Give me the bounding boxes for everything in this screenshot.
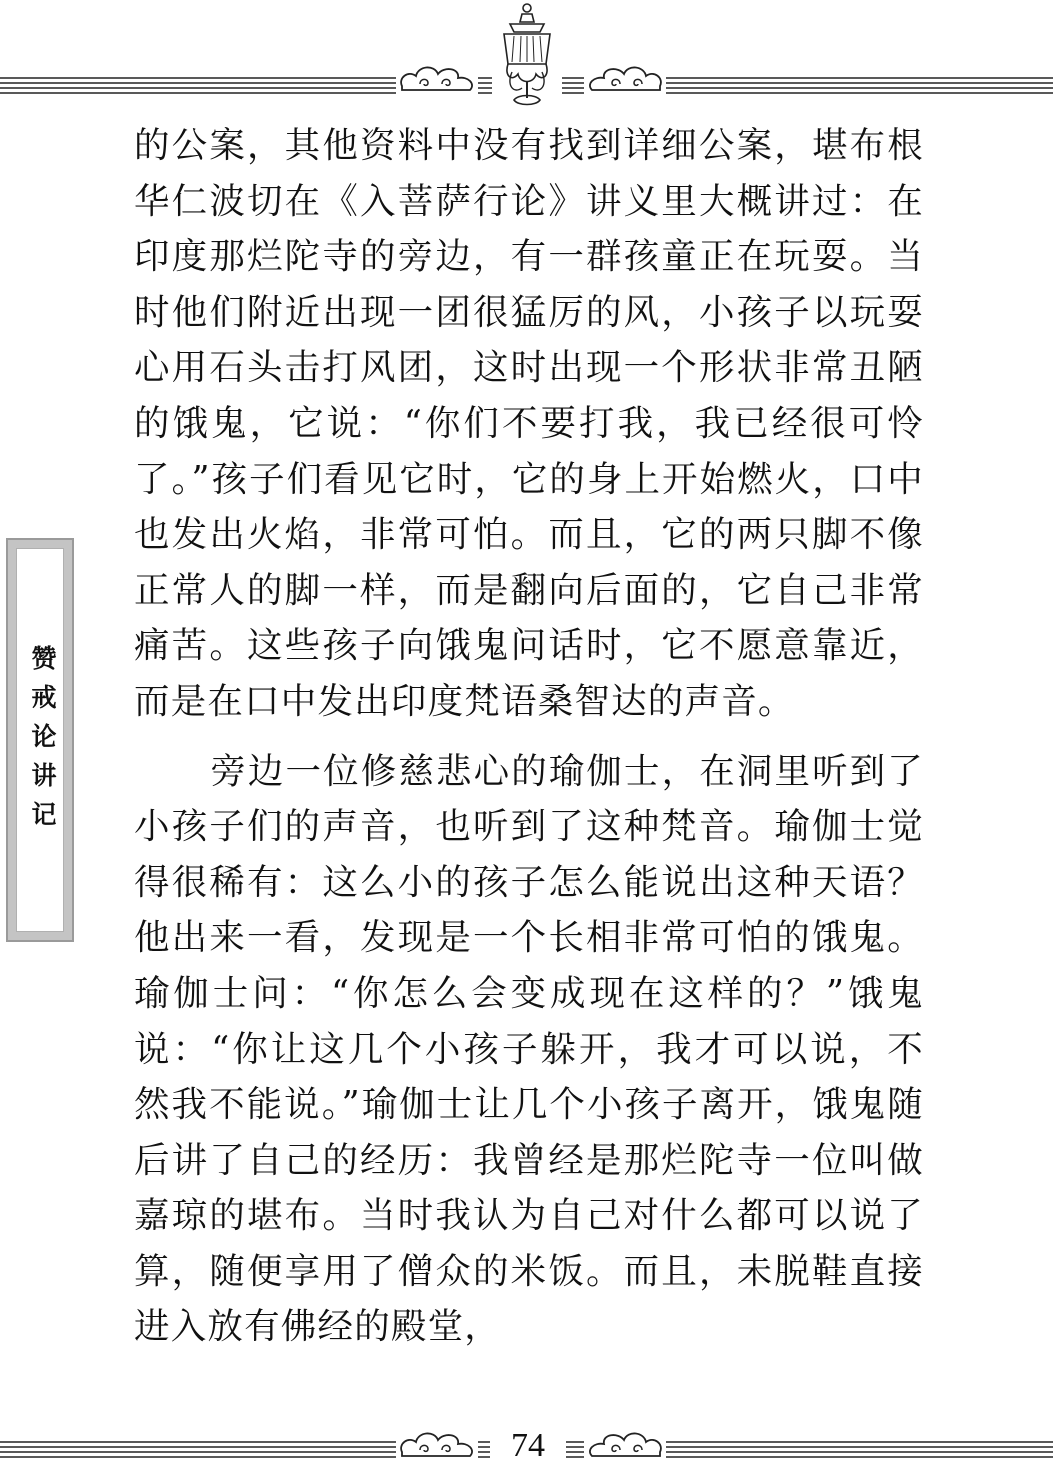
body-text [134, 118, 924, 1355]
cloud-ornament-left-icon [396, 62, 478, 96]
footer-cloud-right-icon [584, 1428, 666, 1462]
victory-banner-icon [492, 2, 562, 110]
cloud-ornament-right-icon [584, 62, 666, 96]
book-title-vertical: 赞戒论讲记 [28, 645, 57, 840]
page-number: 74 [490, 1426, 566, 1466]
paragraph-1: 的公案，其他资料中没有找到详细公案，堪布根华仁波切在《入菩萨行论》讲义里大概讲过：在印度那烂陀寺的旁边，有一群孩童正在玩耍。当时他们附近出现一团很猛厉的风，小孩子以玩耍心用石头击打风团，这时出现一个形状非常丑陋的饿鬼，它说：“你们不要打我，我已经很可怜了。”孩子们看见它时，它的身上开始燃火，口中也发出火焰，非常可怕。而且，它的两只脚不像正常人的脚一样，而是翻向后面的，它自己非常痛苦。这些孩子向饿鬼问话时，它不愿意靠近，而是在口中发出印度梵语桑智达的声音。 [134, 125, 924, 722]
footer-cloud-left-icon [396, 1428, 478, 1462]
paragraph-2: 旁边一位修慈悲心的瑜伽士，在洞里听到了小孩子们的声音，也听到了这种梵音。瑜伽士觉得很稀有：这么小的孩子怎么能说出这种天语？他出来一看，发现是一个长相非常可怕的饿鬼。瑜伽士问：“你怎么会变成现在这样的？”饿鬼说：“你让这几个小孩子躲开，我才可以说，不然我不能说。”瑜伽士让几个小孩子离开，饿鬼随后讲了自己的经历：我曾经是那烂陀寺一位叫做嘉琼的堪布。当时我认为自己对什么都可以说了算，随便享用了僧众的米饭。而且，未脱鞋直接进入放有佛经的殿堂， [134, 750, 924, 1348]
side-tab [6, 538, 74, 942]
side-tab-inner [16, 548, 64, 932]
